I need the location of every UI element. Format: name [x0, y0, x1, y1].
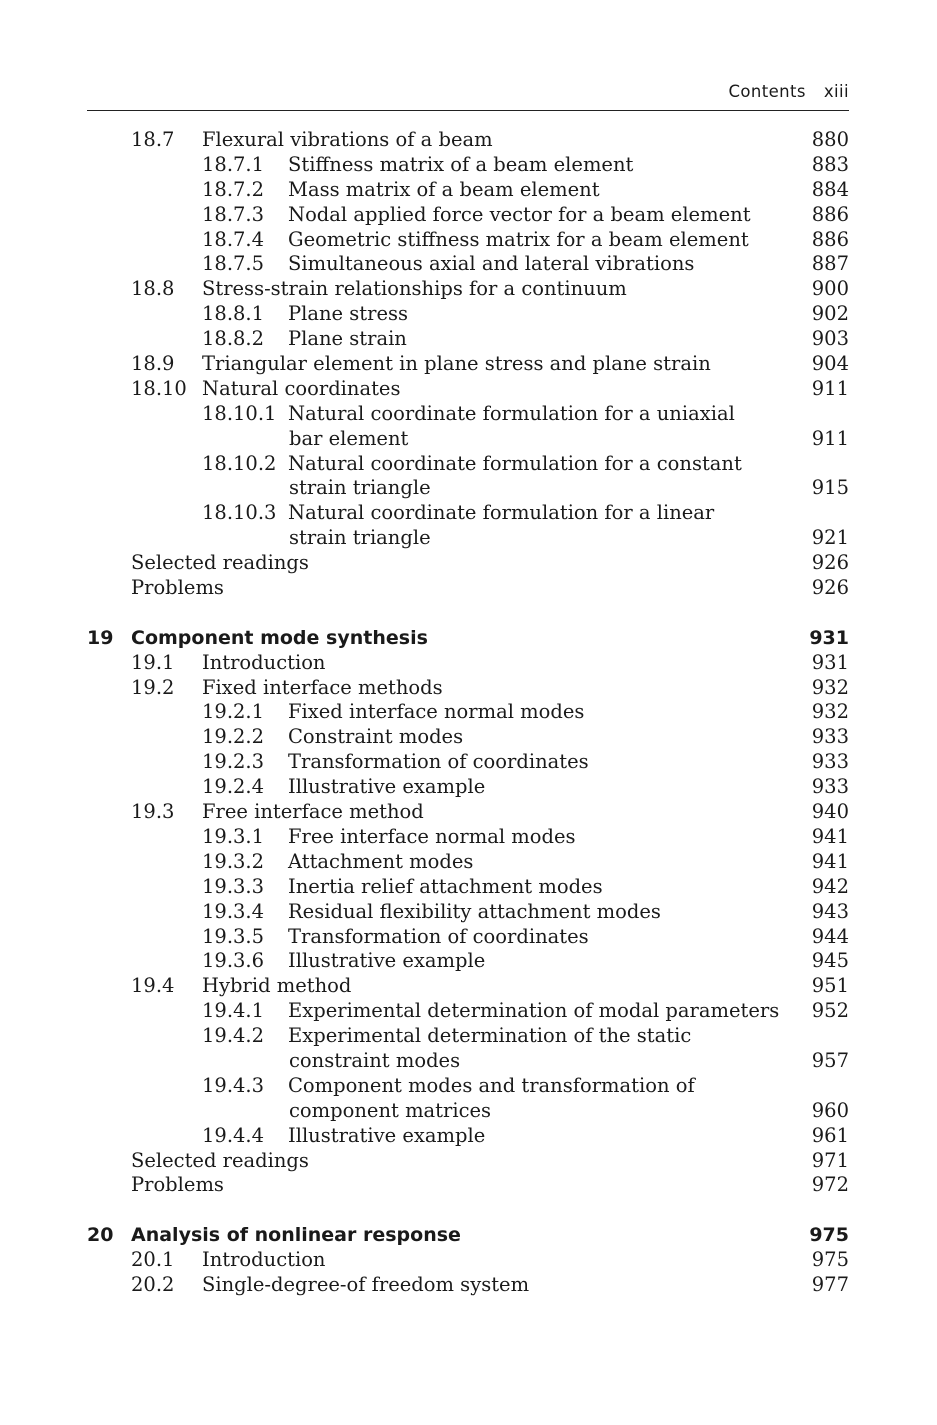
toc-page-number: 941	[811, 849, 849, 873]
toc-number: 19.2.4	[202, 775, 265, 799]
running-header-text	[728, 82, 849, 101]
toc-page-number: 944	[811, 924, 849, 948]
toc-number: 19.2.3	[202, 750, 265, 774]
toc-title: Attachment modes	[288, 849, 474, 873]
toc-subsection-18-7-2[interactable]	[0, 178, 937, 203]
toc-entry-continuation[interactable]	[0, 1099, 937, 1124]
toc-title: Introduction	[202, 650, 326, 674]
toc-number: 19.3.2	[202, 849, 265, 873]
toc-subsection-18-8-2[interactable]	[0, 327, 937, 352]
toc-number: 19.3.4	[202, 899, 265, 923]
toc-page-number: 972	[811, 1173, 849, 1197]
toc-title: Inertia relief attachment modes	[288, 874, 603, 898]
toc-page-number: 931	[811, 650, 849, 674]
toc-page-number: 975	[809, 1224, 849, 1247]
toc-number: 20.1	[131, 1248, 175, 1272]
toc-subsection-19-3-6[interactable]	[0, 949, 937, 974]
toc-page-number: 902	[811, 302, 849, 326]
toc-title: Selected readings	[131, 1148, 309, 1172]
toc-title: Natural coordinate formulation for a uniaxial	[288, 401, 735, 425]
toc-title: Selected readings	[131, 551, 309, 575]
toc-page-number: 933	[811, 775, 849, 799]
toc-page-number: 904	[811, 352, 849, 376]
toc-subsection-18-10-2[interactable]	[0, 452, 937, 477]
chapter-gap	[0, 1198, 937, 1223]
toc-page-number: 915	[811, 476, 849, 500]
toc-title: Simultaneous axial and lateral vibrations	[288, 252, 695, 276]
toc-number: 18.7.1	[202, 152, 265, 176]
toc-number: 18.9	[131, 352, 175, 376]
toc-title: Single-degree-of freedom system	[202, 1272, 530, 1296]
toc-title: Problems	[131, 1173, 224, 1197]
toc-section-19-2[interactable]	[0, 676, 937, 701]
toc-number: 20	[87, 1224, 114, 1247]
toc-page-number: 942	[811, 874, 849, 898]
toc-title: Free interface normal modes	[288, 824, 576, 848]
toc-number: 19.1	[131, 650, 175, 674]
toc-subsection-18-10-3[interactable]	[0, 501, 937, 526]
toc-page-number: 921	[811, 526, 849, 550]
toc-title: Transformation of coordinates	[288, 750, 589, 774]
toc-page-number: 911	[811, 376, 849, 400]
toc-number: 18.7.4	[202, 227, 265, 251]
toc-page-number: 951	[811, 974, 849, 998]
toc-title: Nodal applied force vector for a beam element	[288, 202, 751, 226]
toc-page-number: 903	[811, 327, 849, 351]
toc-chapter-19[interactable]	[0, 626, 937, 651]
toc-number: 19.2.1	[202, 700, 265, 724]
toc-title: Hybrid method	[202, 974, 352, 998]
toc-page-number: 884	[811, 177, 849, 201]
toc-number: 19.4.1	[202, 999, 265, 1023]
toc-title: strain triangle	[289, 526, 431, 550]
toc-title: Natural coordinate formulation for a constant	[288, 451, 742, 475]
toc-number: 19.2	[131, 675, 175, 699]
toc-page-number: 932	[811, 675, 849, 699]
toc-subsection-19-4-1[interactable]	[0, 999, 937, 1024]
toc-title: constraint modes	[289, 1048, 461, 1072]
toc-title: Component modes and transformation of	[288, 1073, 695, 1097]
toc-subsection-18-7-3[interactable]	[0, 203, 937, 228]
toc-title: Illustrative example	[288, 775, 486, 799]
toc-number: 18.10.3	[202, 501, 277, 525]
toc-number: 18.8.1	[202, 302, 265, 326]
toc-title: Illustrative example	[288, 1123, 486, 1147]
toc-page-number: 940	[811, 800, 849, 824]
toc-title: Introduction	[202, 1248, 326, 1272]
toc-title: Component mode synthesis	[131, 626, 428, 649]
toc-section-18-8[interactable]	[0, 277, 937, 302]
toc-title: Fixed interface normal modes	[288, 700, 585, 724]
toc-subsection-19-4-2[interactable]	[0, 1024, 937, 1049]
toc-subsection-19-3-4[interactable]	[0, 900, 937, 925]
toc-title: Experimental determination of modal parameters	[288, 999, 780, 1023]
toc-title: Free interface method	[202, 800, 424, 824]
toc-page-number: 926	[811, 576, 849, 600]
toc-section-20-2[interactable]	[0, 1273, 937, 1298]
toc-subsection-19-4-4[interactable]	[0, 1124, 937, 1149]
toc-section-20-1[interactable]	[0, 1248, 937, 1273]
toc-title: component matrices	[289, 1098, 492, 1122]
toc-entry-continuation[interactable]	[0, 476, 937, 501]
toc-number: 18.7.2	[202, 177, 265, 201]
toc-title: Plane strain	[288, 327, 407, 351]
toc-subsection-19-3-5[interactable]	[0, 925, 937, 950]
toc-title: Fixed interface methods	[202, 675, 443, 699]
toc-subsection-19-2-2[interactable]	[0, 725, 937, 750]
toc-title: Problems	[131, 576, 224, 600]
toc-subsection-19-3-3[interactable]	[0, 875, 937, 900]
toc-entry-selected-readings[interactable]	[0, 551, 937, 576]
toc-subsection-18-10-1[interactable]	[0, 402, 937, 427]
toc-title: Natural coordinates	[202, 376, 401, 400]
toc-page-number: 975	[811, 1248, 849, 1272]
toc-title: Constraint modes	[288, 725, 464, 749]
toc-number: 19.3	[131, 800, 175, 824]
toc-title: Mass matrix of a beam element	[288, 177, 600, 201]
toc-number: 18.8.2	[202, 327, 265, 351]
toc-title: Plane stress	[288, 302, 408, 326]
toc-subsection-19-4-3[interactable]	[0, 1074, 937, 1099]
toc-number: 18.10.1	[202, 401, 277, 425]
toc-number: 18.7.3	[202, 202, 265, 226]
toc-number: 18.10.2	[202, 451, 277, 475]
toc-subsection-18-7-1[interactable]	[0, 153, 937, 178]
toc-page-number: 960	[811, 1098, 849, 1122]
toc-number: 18.8	[131, 277, 175, 301]
toc-title: Experimental determination of the static	[288, 1024, 692, 1048]
toc-title: Residual flexibility attachment modes	[288, 899, 661, 923]
toc-page-number: 945	[811, 949, 849, 973]
toc-page-number: 880	[811, 128, 849, 151]
header-page-number: xiii	[823, 82, 849, 101]
toc-number: 19.3.5	[202, 924, 265, 948]
toc-section-19-4[interactable]	[0, 974, 937, 999]
toc-number: 20.2	[131, 1272, 175, 1296]
toc-page-number: 911	[811, 426, 849, 450]
toc-number: 19	[87, 626, 114, 649]
toc-page-number: 952	[811, 999, 849, 1023]
toc-subsection-19-3-2[interactable]	[0, 850, 937, 875]
toc-subsection-19-2-3[interactable]	[0, 750, 937, 775]
toc-entry-continuation[interactable]	[0, 526, 937, 551]
toc-page-number: 900	[811, 277, 849, 301]
toc-title: Triangular element in plane stress and plane strain	[202, 352, 711, 376]
toc-number: 19.3.1	[202, 824, 265, 848]
toc-title: Illustrative example	[288, 949, 486, 973]
toc-page-number: 943	[811, 899, 849, 923]
toc-subsection-18-7-5[interactable]	[0, 252, 937, 277]
toc-number: 19.3.3	[202, 874, 265, 898]
toc-chapter-20[interactable]	[0, 1223, 937, 1248]
toc-number: 18.7.5	[202, 252, 265, 276]
toc-page-number: 887	[811, 252, 849, 276]
toc-page-number: 961	[811, 1123, 849, 1147]
toc-section-18-7[interactable]	[0, 128, 937, 153]
toc-section-19-3[interactable]	[0, 800, 937, 825]
toc-number: 18.10	[131, 376, 187, 400]
chapter-gap	[0, 601, 937, 626]
toc-number: 19.3.6	[202, 949, 265, 973]
toc-page-number: 933	[811, 750, 849, 774]
toc-number: 19.4.4	[202, 1123, 265, 1147]
toc-entry-problems[interactable]	[0, 576, 937, 601]
toc-title: Stiffness matrix of a beam element	[288, 152, 634, 176]
toc-number: 19.4.2	[202, 1024, 265, 1048]
toc-page-number: 941	[811, 824, 849, 848]
toc-title: Stress-strain relationships for a continuum	[202, 277, 627, 301]
toc-title: Transformation of coordinates	[288, 924, 589, 948]
toc-page-number: 977	[811, 1272, 849, 1296]
toc-subsection-18-8-1[interactable]	[0, 302, 937, 327]
toc-section-18-9[interactable]	[0, 352, 937, 377]
toc-page-number: 933	[811, 725, 849, 749]
toc-section-18-10[interactable]	[0, 377, 937, 402]
toc-number: 19.2.2	[202, 725, 265, 749]
toc-entry-continuation[interactable]	[0, 427, 937, 452]
toc-page-number: 931	[809, 626, 849, 649]
toc-title: Natural coordinate formulation for a linear	[288, 501, 715, 525]
toc-number: 19.4.3	[202, 1073, 265, 1097]
toc-title: strain triangle	[289, 476, 431, 500]
toc-title: Analysis of nonlinear response	[131, 1224, 461, 1247]
toc-page-number: 886	[811, 227, 849, 251]
header-title: Contents	[728, 82, 806, 101]
toc-page-number: 971	[811, 1148, 849, 1172]
toc-title: Geometric stiffness matrix for a beam element	[288, 227, 749, 251]
toc-subsection-18-7-4[interactable]	[0, 228, 937, 253]
toc-page-number: 932	[811, 700, 849, 724]
running-header	[87, 80, 849, 111]
toc-title: bar element	[289, 426, 409, 450]
toc-number: 18.7	[131, 128, 175, 151]
toc-entry-continuation[interactable]	[0, 1049, 937, 1074]
toc-section-19-1[interactable]	[0, 651, 937, 676]
toc-page-number: 957	[811, 1048, 849, 1072]
toc-entry-problems[interactable]	[0, 1173, 937, 1198]
toc-page-number: 883	[811, 152, 849, 176]
toc-number: 19.4	[131, 974, 175, 998]
toc-subsection-19-3-1[interactable]	[0, 825, 937, 850]
table-of-contents	[0, 128, 937, 1298]
toc-page-number: 886	[811, 202, 849, 226]
toc-page-number: 926	[811, 551, 849, 575]
toc-entry-selected-readings[interactable]	[0, 1149, 937, 1174]
toc-title: Flexural vibrations of a beam	[202, 128, 493, 151]
toc-subsection-19-2-4[interactable]	[0, 775, 937, 800]
toc-subsection-19-2-1[interactable]	[0, 700, 937, 725]
